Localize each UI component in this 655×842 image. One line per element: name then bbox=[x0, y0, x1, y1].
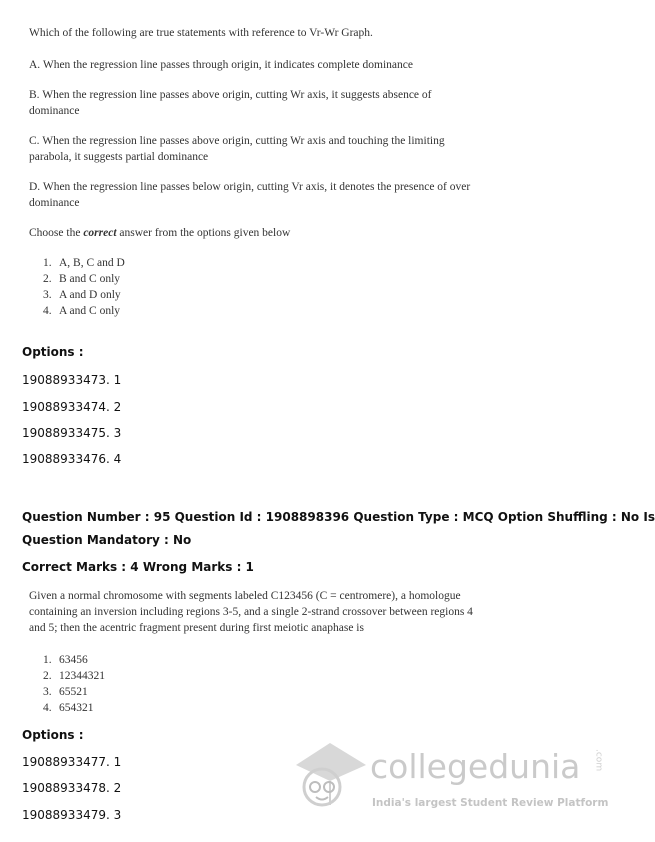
q95-header-line1: Question Number : 95 Question Id : 1908898396 Question Type : MCQ Option Shuffling : No Is bbox=[22, 510, 655, 524]
answer-item bbox=[43, 700, 569, 716]
answer-number: 3. bbox=[43, 686, 52, 698]
answer-number: 3. bbox=[43, 289, 52, 301]
answer-number: 4. bbox=[43, 305, 52, 317]
q95-stem-line3: and 5; then the acentric fragment present during first meiotic anaphase is bbox=[29, 622, 364, 634]
q94-statement-c bbox=[29, 133, 569, 165]
answer-text: A, B, C and D bbox=[59, 257, 125, 269]
option-row: 19088933473. 1 bbox=[22, 373, 122, 387]
q94-statement-a bbox=[29, 57, 569, 73]
statement-d-line1: D. When the regression line passes below origin, cutting Vr axis, it denotes the presence of over bbox=[29, 181, 471, 193]
answer-item bbox=[43, 668, 569, 684]
answer-number: 2. bbox=[43, 273, 52, 285]
statement-b-line2: dominance bbox=[29, 105, 80, 117]
choose-suffix: answer from the options given below bbox=[116, 227, 291, 239]
answer-text: A and C only bbox=[59, 305, 121, 317]
choose-emphasis: correct bbox=[83, 227, 117, 239]
answer-number: 2. bbox=[43, 670, 52, 682]
answer-number: 1. bbox=[43, 257, 52, 269]
q95-marks: Correct Marks : 4 Wrong Marks : 1 bbox=[22, 560, 254, 574]
answer-item bbox=[43, 271, 569, 287]
mascot-logo-icon bbox=[290, 735, 370, 815]
answer-text: 12344321 bbox=[59, 670, 105, 682]
statement-c-line2: parabola, it suggests partial dominance bbox=[29, 151, 209, 163]
answer-text: 63456 bbox=[59, 654, 88, 666]
q94-answer-list bbox=[29, 255, 569, 319]
option-row: 19088933478. 2 bbox=[22, 781, 122, 795]
statement-b-line1: B. When the regression line passes above origin, cutting Wr axis, it suggests absence of bbox=[29, 89, 432, 101]
option-row: 19088933475. 3 bbox=[22, 426, 122, 440]
q94-options-label: Options : bbox=[22, 345, 84, 359]
watermark-brand bbox=[370, 749, 616, 785]
answer-text: A and D only bbox=[59, 289, 121, 301]
statement-d-line2: dominance bbox=[29, 197, 80, 209]
q94-block bbox=[29, 25, 569, 319]
collegedunia-watermark bbox=[290, 735, 609, 825]
watermark-tagline: India's largest Student Review Platform bbox=[372, 797, 609, 809]
option-row: 19088933479. 3 bbox=[22, 808, 122, 822]
answer-item bbox=[43, 287, 569, 303]
answer-item bbox=[43, 684, 569, 700]
answer-item bbox=[43, 303, 569, 319]
statement-a-line1: A. When the regression line passes through origin, it indicates complete dominance bbox=[29, 59, 413, 71]
statement-c-line1: C. When the regression line passes above origin, cutting Wr axis and touching the limiting bbox=[29, 135, 445, 147]
choose-prefix: Choose the bbox=[29, 227, 84, 239]
q95-stem-line1: Given a normal chromosome with segments labeled C123456 (C = centromere), a homologue bbox=[29, 590, 461, 602]
answer-number: 1. bbox=[43, 654, 52, 666]
q95-stem-line2: containing an inversion including regions 3-5, and a single 2-strand crossover between regions 4 bbox=[29, 606, 473, 618]
q94-statement-d bbox=[29, 179, 569, 211]
answer-item bbox=[43, 255, 569, 271]
answer-number: 4. bbox=[43, 702, 52, 714]
brand-text: collegedunia bbox=[370, 747, 581, 786]
q95-block bbox=[29, 588, 569, 716]
q94-stem: Which of the following are true statements with reference to Vr-Wr Graph. bbox=[29, 27, 373, 39]
q95-options-label: Options : bbox=[22, 728, 84, 742]
answer-text: 65521 bbox=[59, 686, 88, 698]
option-row: 19088933474. 2 bbox=[22, 400, 122, 414]
answer-text: B and C only bbox=[59, 273, 121, 285]
q95-header-line2: Question Mandatory : No bbox=[22, 533, 192, 547]
option-row: 19088933477. 1 bbox=[22, 755, 122, 769]
brand-suffix: .com bbox=[593, 749, 604, 772]
q94-choose-instruction bbox=[29, 225, 569, 241]
q95-answer-list bbox=[29, 652, 569, 716]
option-row: 19088933476. 4 bbox=[22, 452, 122, 466]
answer-item bbox=[43, 652, 569, 668]
q94-statement-b bbox=[29, 87, 569, 119]
answer-text: 654321 bbox=[59, 702, 94, 714]
